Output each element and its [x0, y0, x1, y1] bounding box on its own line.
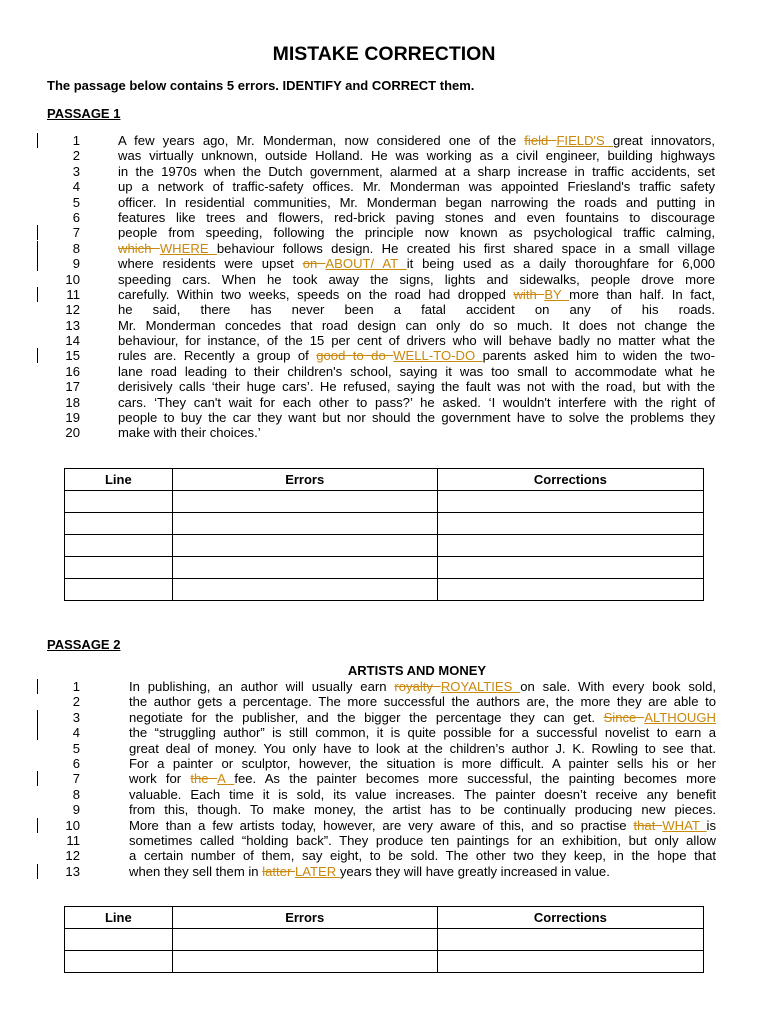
text-run: cars. ‘They can't wait for each other to pass?’ he asked. ‘I wouldn't interfere with the right of: [118, 394, 715, 410]
inserted-correction: ABOUT/ AT: [325, 256, 407, 272]
line-number: 4: [72, 179, 80, 195]
answer-cell[interactable]: [65, 557, 173, 579]
answer-cell[interactable]: [437, 579, 703, 601]
line-number: 17: [65, 379, 80, 395]
text-run: officer. In residential communities, Mr. Monderman began narrowing the roads and putting in: [118, 194, 715, 210]
line-text: [118, 318, 715, 333]
line-number: 19: [65, 410, 80, 426]
table-header-row: [65, 469, 704, 491]
answer-cell[interactable]: [65, 579, 173, 601]
passage-line: [0, 725, 768, 740]
change-bar: [37, 241, 38, 256]
line-number: 2: [72, 148, 80, 164]
passage-line: [0, 148, 768, 163]
inserted-correction: ROYALTIES: [440, 679, 521, 694]
line-number: 12: [65, 848, 80, 864]
line-text: [129, 802, 716, 817]
passage-line: [0, 225, 768, 240]
text-run: parents asked him to widen the two-: [482, 348, 716, 364]
instructions: The passage below contains 5 errors. IDENTIFY and CORRECT them.: [47, 78, 475, 93]
passage-line: [0, 756, 768, 771]
line-number: 18: [65, 394, 80, 410]
line-text: [118, 379, 715, 394]
text-run: behaviour follows design. He created his first shared space in a small village: [216, 240, 715, 256]
passage-2-title: ARTISTS AND MONEY: [347, 663, 487, 678]
answer-cell[interactable]: [172, 929, 437, 951]
passage-line: [0, 379, 768, 394]
passage-line: [0, 302, 768, 317]
text-run: was virtually unknown, outside Holland. He was working as a civil engineer, building highways: [118, 148, 715, 164]
line-text: [118, 287, 715, 302]
text-run: from this, though. To make money, the artist has to be continually producing new pieces.: [129, 802, 716, 818]
passage-1-heading: PASSAGE 1: [47, 106, 121, 121]
answer-cell[interactable]: [172, 491, 437, 513]
line-text: [118, 302, 715, 317]
passage-2-answer-table: [64, 906, 704, 973]
text-run: carefully. Within two weeks, speeds on the road had dropped: [118, 286, 514, 302]
table-row: [65, 535, 704, 557]
table-row: [65, 491, 704, 513]
line-text: [129, 725, 716, 740]
inserted-correction: WHERE: [159, 240, 217, 256]
line-text: [118, 256, 715, 271]
struck-error: royalty: [394, 679, 441, 694]
passage-line: [0, 818, 768, 833]
struck-error: which: [118, 240, 160, 256]
line-number: 10: [65, 271, 80, 287]
text-run: where residents were upset: [118, 256, 303, 272]
change-bar: [37, 256, 38, 271]
line-number: 6: [72, 755, 80, 771]
line-number: 14: [65, 333, 80, 349]
struck-error: field: [524, 133, 557, 148]
passage-line: [0, 710, 768, 725]
passage-2-heading: PASSAGE 2: [47, 637, 121, 652]
line-text: [118, 195, 715, 210]
change-bar: [37, 710, 38, 725]
line-number: 8: [72, 786, 80, 802]
struck-error: Since: [603, 709, 645, 725]
passage-line: [0, 364, 768, 379]
table-row: [65, 557, 704, 579]
change-bar: [37, 725, 38, 740]
line-text: [129, 679, 716, 694]
line-text: [118, 425, 715, 440]
text-run: years they will have greatly increased in value.: [339, 863, 610, 879]
passage-line: [0, 410, 768, 425]
answer-cell[interactable]: [437, 557, 703, 579]
line-number: 1: [72, 679, 80, 694]
text-run: More than a few artists today, however, are very aware of this, and so practise: [129, 817, 634, 833]
line-text: [118, 225, 715, 240]
answer-cell[interactable]: [437, 513, 703, 535]
struck-error: the: [190, 771, 218, 787]
line-text: [129, 694, 716, 709]
text-run: is: [706, 817, 716, 833]
line-number: 20: [65, 425, 80, 441]
line-number: 4: [72, 725, 80, 741]
text-run: people from speeding, following the principle now known as psychological traffic calming,: [118, 225, 715, 241]
passage-line: [0, 802, 768, 817]
passage-1-lines: [0, 133, 768, 441]
text-run: the author gets a percentage. The more successful the authors are, the more they are able to: [129, 694, 716, 710]
line-text: [118, 133, 715, 148]
text-run: fee. As the painter becomes more successful, the painting becomes more: [234, 771, 717, 787]
column-header: Corrections: [437, 469, 703, 491]
answer-cell[interactable]: [437, 535, 703, 557]
inserted-correction: ALTHOUGH: [644, 709, 716, 725]
text-run: great innovators,: [612, 133, 715, 148]
page-title: MISTAKE CORRECTION: [272, 43, 496, 65]
text-run: Mr. Monderman concedes that road design can only do so much. It does not change the: [118, 317, 715, 333]
text-run: more than half. In fact,: [569, 286, 715, 302]
passage-line: [0, 210, 768, 225]
line-number: 11: [66, 832, 80, 848]
answer-cell[interactable]: [172, 513, 437, 535]
inserted-correction: FIELD'S: [556, 133, 613, 148]
passage-line: [0, 164, 768, 179]
passage-line: [0, 679, 768, 694]
passage-line: [0, 425, 768, 440]
change-bar: [37, 287, 38, 302]
line-text: [129, 756, 716, 771]
line-number: 3: [72, 163, 80, 179]
line-text: [118, 410, 715, 425]
line-number: 13: [65, 863, 80, 879]
line-text: [118, 333, 715, 348]
text-run: the “struggling author” is still common, it is quite possible for a successful novelist to earn a: [129, 725, 716, 741]
line-text: [118, 179, 715, 194]
table-row: [65, 579, 704, 601]
struck-error: on: [302, 256, 326, 272]
answer-cell[interactable]: [437, 929, 703, 951]
text-run: make with their choices.’: [118, 425, 261, 441]
inserted-correction: A: [217, 771, 235, 787]
answer-cell[interactable]: [65, 535, 173, 557]
answer-cell[interactable]: [172, 557, 437, 579]
inserted-correction: BY: [544, 286, 570, 302]
text-run: on sale. With every book sold,: [520, 679, 717, 694]
answer-cell[interactable]: [172, 579, 437, 601]
text-run: people to buy the car they want but nor should the government have to solve the problems they: [118, 410, 715, 426]
answer-cell[interactable]: [437, 491, 703, 513]
line-text: [129, 833, 716, 848]
line-text: [118, 272, 715, 287]
text-run: rules are. Recently a group of: [118, 348, 317, 364]
change-bar: [37, 679, 38, 694]
passage-line: [0, 848, 768, 863]
passage-line: [0, 694, 768, 709]
line-number: 8: [72, 240, 80, 256]
answer-cell[interactable]: [65, 491, 173, 513]
text-run: great deal of money. You only have to look at the children’s author J. K. Rowling to see that.: [129, 740, 716, 756]
line-number: 7: [72, 771, 80, 787]
answer-cell[interactable]: [65, 513, 173, 535]
line-text: [118, 395, 715, 410]
line-number: 3: [72, 709, 80, 725]
column-header: Corrections: [437, 907, 703, 929]
text-run: a certain number of them, say eight, to be sold. The other two they keep, in the hope that: [129, 848, 716, 864]
line-text: [118, 210, 715, 225]
line-number: 9: [72, 256, 80, 272]
answer-cell[interactable]: [172, 951, 437, 973]
line-text: [118, 148, 715, 163]
line-number: 15: [65, 348, 80, 364]
passage-line: [0, 272, 768, 287]
column-header: Line: [65, 907, 173, 929]
passage-line: [0, 348, 768, 363]
passage-line: [0, 333, 768, 348]
struck-error: latter: [262, 863, 295, 879]
line-text: [129, 787, 716, 802]
table-row: [65, 929, 704, 951]
struck-error: that: [633, 817, 663, 833]
passage-line: [0, 179, 768, 194]
answer-cell[interactable]: [172, 535, 437, 557]
inserted-correction: WELL-TO-DO: [393, 348, 483, 364]
text-run: A few years ago, Mr. Monderman, now considered one of the: [118, 133, 525, 148]
text-run: lane road leading to their children's school, saying it was too small to accommodate what he: [118, 363, 715, 379]
text-run: when they sell them in: [129, 863, 263, 879]
change-bar: [37, 348, 38, 363]
answer-cell[interactable]: [65, 929, 173, 951]
line-number: 1: [72, 133, 80, 148]
line-text: [118, 164, 715, 179]
passage-line: [0, 771, 768, 786]
line-text: [129, 771, 716, 786]
text-run: negotiate for the publisher, and the bigger the percentage they can get.: [129, 709, 604, 725]
text-run: For a painter or sculptor, however, the situation is more difficult. A painter sells his or her: [129, 755, 716, 771]
line-text: [118, 348, 715, 363]
answer-cell[interactable]: [437, 951, 703, 973]
passage-2-lines: [0, 679, 768, 879]
column-header: Line: [65, 469, 173, 491]
text-run: features like trees and flowers, red-brick paving stones and even fountains to discourage: [118, 209, 715, 225]
line-number: 9: [72, 802, 80, 818]
change-bar: [37, 818, 38, 833]
column-header: Errors: [172, 469, 437, 491]
change-bar: [37, 133, 38, 148]
line-text: [129, 848, 716, 863]
column-header: Errors: [172, 907, 437, 929]
struck-error: good to do: [316, 348, 394, 364]
change-bar: [37, 864, 38, 879]
table-row: [65, 951, 704, 973]
text-run: behaviour, for instance, of the 15 per cent of drivers who will behave badly no matter what the: [118, 333, 715, 349]
passage-line: [0, 864, 768, 879]
change-bar: [37, 225, 38, 240]
line-number: 7: [72, 225, 80, 241]
line-number: 13: [65, 317, 80, 333]
text-run: in the 1970s when the Dutch government, alarmed at a sharp increase in traffic accidents, set: [118, 163, 715, 179]
table-header-row: [65, 907, 704, 929]
passage-line: [0, 133, 768, 148]
line-text: [129, 741, 716, 756]
passage-line: [0, 741, 768, 756]
line-number: 10: [65, 817, 80, 833]
line-number: 6: [72, 209, 80, 225]
text-run: In publishing, an author will usually earn: [129, 679, 395, 694]
line-number: 12: [65, 302, 80, 318]
inserted-correction: LATER: [294, 863, 340, 879]
line-text: [129, 864, 716, 879]
text-run: it being used as a daily thoroughfare for 6,000: [406, 256, 716, 272]
line-text: [118, 364, 715, 379]
passage-line: [0, 787, 768, 802]
passage-1-answer-table: [64, 468, 704, 601]
line-number: 2: [72, 694, 80, 710]
text-run: speeding cars. When he took away the signs, lights and sidewalks, people drove more: [118, 271, 715, 287]
line-text: [129, 818, 716, 833]
passage-line: [0, 241, 768, 256]
text-run: up a network of traffic-safety offices. Mr. Monderman was appointed Friesland's traffic safety: [118, 179, 715, 195]
line-text: [129, 710, 716, 725]
table-row: [65, 513, 704, 535]
text-run: sometimes called “holding back”. They produce ten paintings for an exhibition, but only allow: [129, 832, 716, 848]
passage-line: [0, 318, 768, 333]
line-text: [118, 241, 715, 256]
text-run: he said, there has never been a fatal accident on any of his roads.: [118, 302, 715, 318]
struck-error: with: [513, 286, 545, 302]
passage-line: [0, 195, 768, 210]
line-number: 11: [66, 286, 80, 302]
passage-line: [0, 287, 768, 302]
text-run: valuable. Each time it is sold, its value increases. The painter doesn’t receive any benefit: [129, 786, 716, 802]
text-run: derisively calls ‘their huge cars’. He refused, saying the fault was not with the road, but with the: [118, 379, 715, 395]
passage-line: [0, 833, 768, 848]
answer-cell[interactable]: [65, 951, 173, 973]
line-number: 5: [72, 740, 80, 756]
inserted-correction: WHAT: [662, 817, 707, 833]
line-number: 16: [65, 363, 80, 379]
line-number: 5: [72, 194, 80, 210]
text-run: work for: [129, 771, 191, 787]
change-bar: [37, 771, 38, 786]
passage-line: [0, 395, 768, 410]
passage-line: [0, 256, 768, 271]
